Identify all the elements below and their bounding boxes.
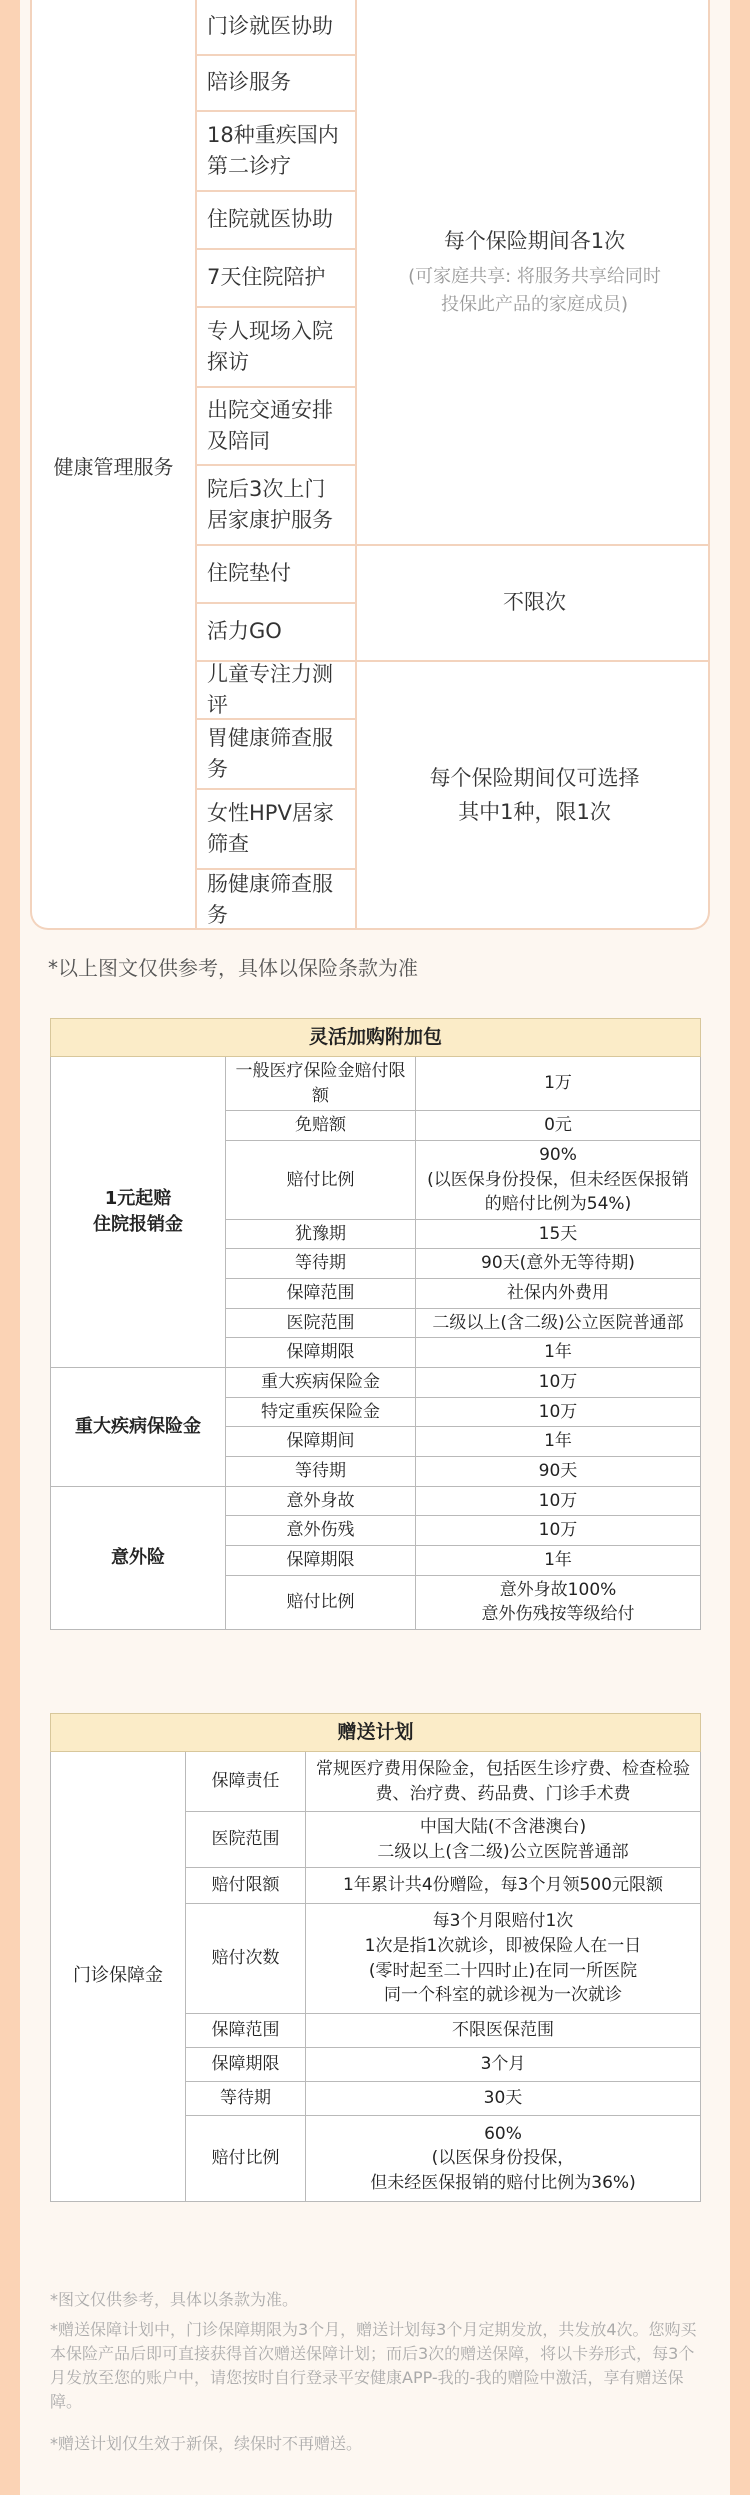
addon-item-value: 90天 (416, 1456, 701, 1486)
gift-item-label: 医院范围 (186, 1812, 306, 1868)
addon-item-value: 意外身故100% 意外伤残按等级给付 (416, 1575, 701, 1629)
disclaimer-note: *以上图文仅供参考，具体以保险条款为准 (48, 956, 418, 980)
gift-item-label: 保障责任 (186, 1752, 306, 1812)
fine-print-1: *图文仅供参考，具体以条款为准。 (50, 2290, 299, 2309)
gift-table (50, 1713, 701, 2202)
addon-item-value: 社保内外费用 (416, 1279, 701, 1309)
fine-print-2: *赠送保障计划中，门诊保障期限为3个月，赠送计划每3个月定期发放，共发放4次。您购买本保险产品后即可直接获得首次赠送保障计划；而后3次的赠送保障，将以卡券形式，每3个月发放至您的账户中，请您按时自行登录平安健康APP-我的-我的赠险中激活，享有赠送保障。 (50, 2320, 697, 2411)
addon-item-label: 意外身故 (226, 1486, 416, 1516)
gift-item-value: 每3个月限赔付1次 1次是指1次就诊，即被保险人在一日 (零时起至二十四时止)在同一所医院 同一个科室的就诊视为一次就诊 (306, 1904, 701, 2014)
addon-item-label: 重大疾病保险金 (226, 1368, 416, 1398)
addon-item-value: 1年 (416, 1338, 701, 1368)
addon-item-value: 90天(意外无等待期) (416, 1249, 701, 1279)
addon-item-label: 医院范围 (226, 1308, 416, 1338)
service-item: 院后3次上门居家康护服务 (197, 466, 357, 546)
service-item: 女性HPV居家筛查 (197, 790, 357, 870)
service-value-text: 每个保险期间仅可选择其中1种，限1次 (429, 766, 640, 824)
addon-item-value: 10万 (416, 1516, 701, 1546)
addon-item-label: 赔付比例 (226, 1575, 416, 1629)
gift-item-value: 30天 (306, 2082, 701, 2116)
addon-group-name: 1元起赔 住院报销金 (51, 1057, 226, 1368)
gift-item-label: 赔付次数 (186, 1904, 306, 2014)
gift-item-value: 中国大陆(不含港澳台) 二级以上(含二级)公立医院普通部 (306, 1812, 701, 1868)
addon-table-row (51, 1368, 701, 1398)
addon-table-row (51, 1486, 701, 1516)
service-item: 住院垫付 (197, 546, 357, 604)
gift-table-body (51, 1752, 701, 2202)
service-value-text: 每个保险期间各1次 (443, 229, 626, 254)
addon-table (50, 1018, 701, 1630)
addon-table-row (51, 1057, 701, 1111)
addon-item-label: 特定重疾保险金 (226, 1397, 416, 1427)
health-service-card (30, 0, 710, 930)
addon-item-label: 等待期 (226, 1456, 416, 1486)
addon-item-value: 90% (以医保身份投保，但未经医保报销的赔付比例为54%) (416, 1140, 701, 1219)
gift-item-value: 3个月 (306, 2048, 701, 2082)
addon-item-label: 保障期间 (226, 1427, 416, 1457)
gift-item-label: 等待期 (186, 2082, 306, 2116)
service-value-group-3 (357, 662, 710, 930)
addon-group-name: 意外险 (51, 1486, 226, 1629)
service-item: 胃健康筛查服务 (197, 720, 357, 790)
addon-item-value: 1万 (416, 1057, 701, 1111)
addon-table-body (51, 1057, 701, 1630)
addon-item-value: 1年 (416, 1545, 701, 1575)
service-item: 活力GO (197, 604, 357, 662)
service-item: 住院就医协助 (197, 192, 357, 250)
service-value-group-1 (357, 0, 710, 546)
addon-item-label: 免赔额 (226, 1111, 416, 1141)
service-category: 健康管理服务 (32, 0, 197, 930)
gift-item-value: 1年累计共4份赠险，每3个月领500元限额 (306, 1868, 701, 1904)
service-item: 18种重疾国内第二诊疗 (197, 112, 357, 192)
addon-item-value: 15天 (416, 1219, 701, 1249)
service-item: 7天住院陪护 (197, 250, 357, 308)
addon-item-label: 一般医疗保险金赔付限额 (226, 1057, 416, 1111)
addon-item-label: 保障范围 (226, 1279, 416, 1309)
service-item: 出院交通安排及陪同 (197, 388, 357, 466)
gift-item-label: 保障期限 (186, 2048, 306, 2082)
gift-item-label: 保障范围 (186, 2014, 306, 2048)
gift-item-label: 赔付比例 (186, 2116, 306, 2202)
gift-item-value: 常规医疗费用保险金，包括医生诊疗费、检查检验费、治疗费、药品费、门诊手术费 (306, 1752, 701, 1812)
gift-plan-name: 门诊保障金 (51, 1752, 186, 2202)
addon-item-value: 1年 (416, 1427, 701, 1457)
service-value-text: 不限次 (503, 590, 566, 615)
gift-item-label: 赔付限额 (186, 1868, 306, 1904)
addon-item-label: 赔付比例 (226, 1140, 416, 1219)
addon-item-label: 保障期限 (226, 1545, 416, 1575)
addon-item-value: 二级以上(含二级)公立医院普通部 (416, 1308, 701, 1338)
service-value-group-2 (357, 546, 710, 662)
gift-table-title: 赠送计划 (51, 1714, 701, 1752)
fine-print-3: *赠送计划仅生效于新保，续保时不再赠送。 (50, 2434, 363, 2453)
service-item: 专人现场入院探访 (197, 308, 357, 388)
addon-item-label: 等待期 (226, 1249, 416, 1279)
service-item: 陪诊服务 (197, 56, 357, 112)
addon-item-value: 10万 (416, 1368, 701, 1398)
service-item: 门诊就医协助 (197, 0, 357, 56)
addon-item-value: 0元 (416, 1111, 701, 1141)
gift-item-value: 60% (以医保身份投保， 但未经医保报销的赔付比例为36%) (306, 2116, 701, 2202)
addon-item-label: 意外伤残 (226, 1516, 416, 1546)
addon-item-value: 10万 (416, 1486, 701, 1516)
service-item: 儿童专注力测评 (197, 662, 357, 720)
addon-item-value: 10万 (416, 1397, 701, 1427)
service-item: 肠健康筛查服务 (197, 870, 357, 930)
addon-item-label: 犹豫期 (226, 1219, 416, 1249)
addon-group-name: 重大疾病保险金 (51, 1368, 226, 1487)
gift-item-value: 不限医保范围 (306, 2014, 701, 2048)
service-value-subtext: (可家庭共享: 将服务共享给同时投保此产品的家庭成员) (408, 265, 661, 315)
addon-table-title: 灵活加购附加包 (51, 1019, 701, 1057)
addon-item-label: 保障期限 (226, 1338, 416, 1368)
gift-table-row (51, 1752, 701, 1812)
